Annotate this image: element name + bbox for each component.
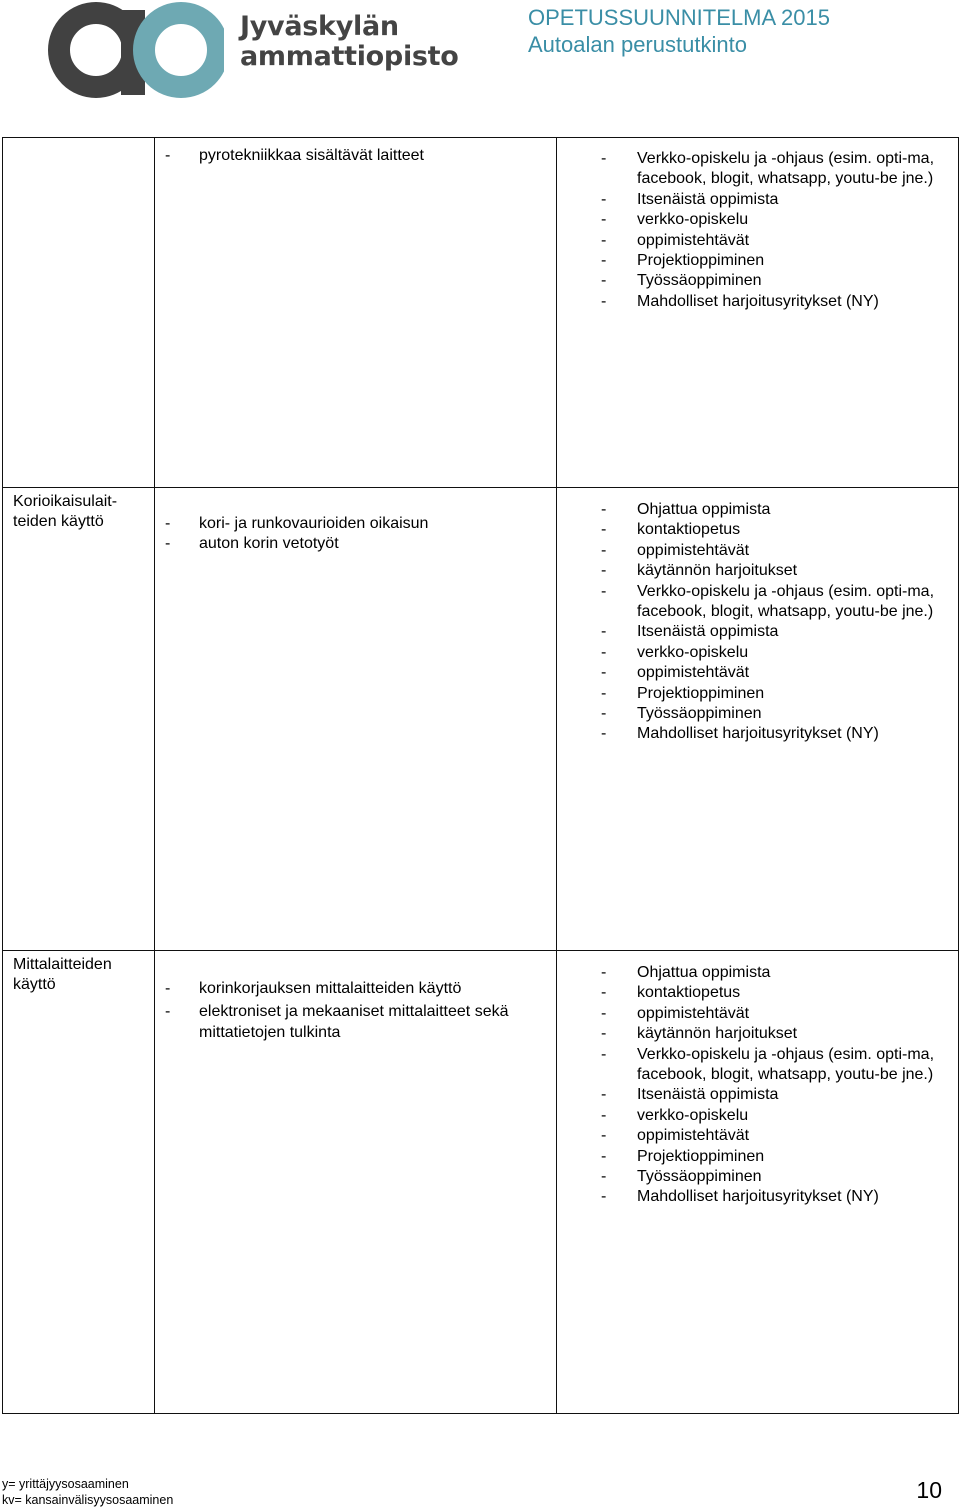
content-cell xyxy=(155,488,557,951)
method-group xyxy=(637,622,944,683)
curriculum-table xyxy=(2,137,959,1414)
method-group xyxy=(637,292,944,312)
method-item: - Verkko-opiskelu ja -ohjaus (esim. opti-ma, facebook, blogit, whatsapp, youtu-be jne.) xyxy=(637,582,944,623)
method-item: - Mahdolliset harjoitusyritykset (NY) xyxy=(637,724,944,744)
method-group xyxy=(637,704,944,724)
ao-logo-icon xyxy=(48,0,224,100)
method-item: - oppimistehtävät xyxy=(637,1004,944,1024)
method-item: - verkko-opiskelu xyxy=(637,210,944,230)
method-group xyxy=(637,1187,944,1207)
method-item: - verkko-opiskelu xyxy=(637,1106,944,1126)
logo-wordmark xyxy=(240,12,459,72)
method-group xyxy=(637,963,944,1045)
method-item: - oppimistehtävät xyxy=(637,663,944,683)
content-cell xyxy=(155,951,557,1414)
method-item: - Itsenäistä oppimista xyxy=(637,190,944,210)
method-item: - Verkko-opiskelu ja -ohjaus (esim. opti-ma, facebook, blogit, whatsapp, youtu-be jne.) xyxy=(637,1045,944,1086)
logo-line-2: ammattiopisto xyxy=(240,41,459,72)
content-item: - korinkorjauksen mittalaitteiden käyttö xyxy=(199,979,546,999)
methods-cell xyxy=(557,951,959,1414)
content-cell xyxy=(155,138,557,488)
method-group xyxy=(637,271,944,291)
table-row xyxy=(3,488,959,951)
method-item: - kontaktiopetus xyxy=(637,983,944,1003)
page-header xyxy=(0,0,960,100)
page-number: 10 xyxy=(916,1477,942,1503)
method-item: - oppimistehtävät xyxy=(637,541,944,561)
method-item: - Projektioppiminen xyxy=(637,1147,944,1167)
document-subtitle-line: Autoalan perustutkinto xyxy=(528,32,747,57)
content-list xyxy=(199,514,546,555)
method-item: - Työssäoppiminen xyxy=(637,1167,944,1187)
method-item: - oppimistehtävät xyxy=(637,1126,944,1146)
method-item: - Ohjattua oppimista xyxy=(637,500,944,520)
method-group xyxy=(637,1167,944,1187)
method-group xyxy=(637,684,944,704)
topic-cell xyxy=(3,138,155,488)
method-item: - Projektioppiminen xyxy=(637,251,944,271)
method-item: - käytännön harjoitukset xyxy=(637,1024,944,1044)
topic-cell: Korioikaisulait-teiden käyttö xyxy=(3,488,155,951)
method-group xyxy=(637,190,944,251)
logo-line-1: Jyväskylän xyxy=(240,11,399,42)
method-item: - Ohjattua oppimista xyxy=(637,963,944,983)
content-list xyxy=(199,979,546,1043)
content-list xyxy=(199,146,546,166)
method-group xyxy=(637,1045,944,1086)
content-item: - pyrotekniikkaa sisältävät laitteet xyxy=(199,146,546,166)
method-group xyxy=(637,1147,944,1167)
method-item: - Mahdolliset harjoitusyritykset (NY) xyxy=(637,292,944,312)
document-title-line: OPETUSSUUNNITELMA 2015 xyxy=(528,5,830,30)
footnotes xyxy=(2,1477,173,1508)
table-row xyxy=(3,951,959,1414)
topic-cell: Mittalaitteiden käyttö xyxy=(3,951,155,1414)
method-item: - Itsenäistä oppimista xyxy=(637,622,944,642)
content-item: - auton korin vetotyöt xyxy=(199,534,546,554)
method-group xyxy=(637,149,944,190)
method-item: - Projektioppiminen xyxy=(637,684,944,704)
method-item: - verkko-opiskelu xyxy=(637,643,944,663)
footnote: y= yrittäjyysosaaminen xyxy=(2,1477,129,1491)
method-group xyxy=(637,724,944,744)
method-item: - Työssäoppiminen xyxy=(637,704,944,724)
document-title xyxy=(528,4,830,58)
method-group xyxy=(637,500,944,582)
method-item: - Verkko-opiskelu ja -ohjaus (esim. opti-ma, facebook, blogit, whatsapp, youtu-be jne.) xyxy=(637,149,944,190)
methods-cell xyxy=(557,488,959,951)
table-row xyxy=(3,138,959,488)
method-group xyxy=(637,1085,944,1146)
method-item: - käytännön harjoitukset xyxy=(637,561,944,581)
method-group xyxy=(637,582,944,623)
method-group xyxy=(637,251,944,271)
methods-cell xyxy=(557,138,959,488)
content-item: - elektroniset ja mekaaniset mittalaitteet sekä mittatietojen tulkinta xyxy=(199,1002,546,1043)
method-item: - Mahdolliset harjoitusyritykset (NY) xyxy=(637,1187,944,1207)
method-item: - Itsenäistä oppimista xyxy=(637,1085,944,1105)
method-item: - Työssäoppiminen xyxy=(637,271,944,291)
footnote: kv= kansainvälisyysosaaminen xyxy=(2,1492,174,1507)
method-item: - oppimistehtävät xyxy=(637,231,944,251)
method-item: - kontaktiopetus xyxy=(637,520,944,540)
content-item: - kori- ja runkovaurioiden oikaisun xyxy=(199,514,546,534)
